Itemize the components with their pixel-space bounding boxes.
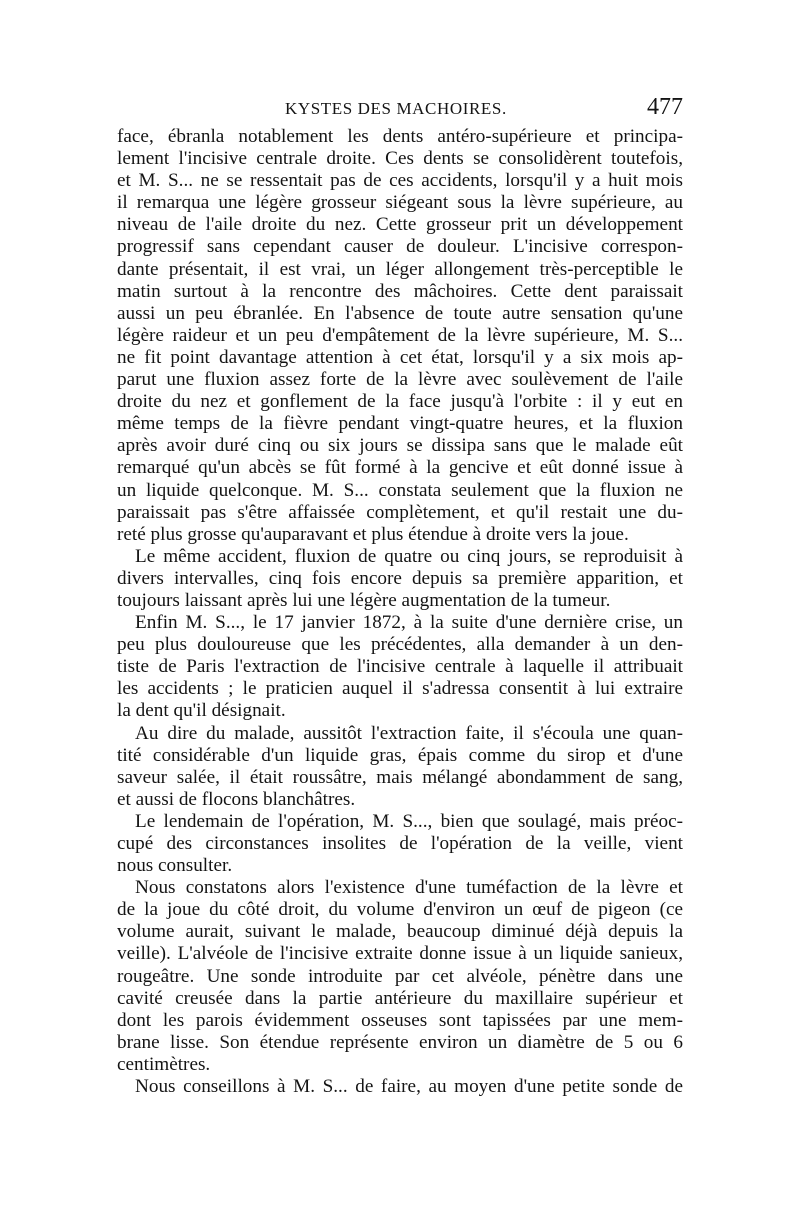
text-line: volume aurait, suivant le malade, beaucoup diminué déjà depuis la <box>117 921 683 943</box>
text-line: lement l'incisive centrale droite. Ces dents se consolidèrent toutefois, <box>117 148 683 170</box>
text-line: reté plus grosse qu'auparavant et plus étendue à droite vers la joue. <box>117 523 629 545</box>
text-line: saveur salée, il était roussâtre, mais mélangé abondamment de sang, <box>117 766 683 788</box>
text-line: ne fit point davantage attention à cet état, lorsqu'il y a six mois ap- <box>117 346 683 368</box>
text-line: et aussi de flocons blanchâtres. <box>117 788 356 810</box>
page-header <box>117 95 683 123</box>
text-line: matin surtout à la rencontre des mâchoires. Cette dent paraissait <box>117 280 683 302</box>
text-line: peu plus douloureuse que les précédentes, alla demander à un den- <box>117 634 683 656</box>
text-line: Enfin M. S..., le 17 janvier 1872, à la suite d'une dernière crise, un <box>135 612 683 634</box>
text-line: légère raideur et un peu d'empâtement de la lèvre supérieure, M. S... <box>117 324 683 346</box>
text-line: remarqué qu'un abcès se fût formé à la gencive et eût donné issue à <box>117 457 683 479</box>
text-line: de la joue du côté droit, du volume d'environ un œuf de pigeon (ce <box>117 899 683 921</box>
text-line: paraissait pas s'être affaissée complètement, et qu'il restait une du- <box>117 501 683 523</box>
text-line: centimètres. <box>117 1053 211 1075</box>
text-line: un liquide quelconque. M. S... constata seulement que la fluxion ne <box>117 479 683 501</box>
text-line: dont les parois évidemment osseuses sont tapissées par une mem- <box>117 1009 683 1031</box>
text-line: veille). L'alvéole de l'incisive extraite donne issue à un liquide sanieux, <box>117 943 683 965</box>
text-line: divers intervalles, cinq fois encore depuis sa première apparition, et <box>117 567 683 589</box>
text-line: il remarqua une légère grosseur siégeant sous la lèvre supérieure, au <box>117 192 683 214</box>
body-text <box>117 126 683 1098</box>
page-number: 477 <box>647 94 683 120</box>
text-line: Le lendemain de l'opération, M. S..., bien que soulagé, mais préoc- <box>135 810 683 832</box>
text-line: Nous conseillons à M. S... de faire, au moyen d'une petite sonde de <box>135 1076 683 1098</box>
text-line: cavité creusée dans la partie antérieure du maxillaire supérieur et <box>117 987 683 1009</box>
text-line: tité considérable d'un liquide gras, épais comme du sirop et d'une <box>117 744 683 766</box>
text-line: progressif sans cependant causer de douleur. L'incisive correspon- <box>117 236 683 258</box>
text-line: nous consulter. <box>117 855 233 877</box>
text-line: tiste de Paris l'extraction de l'incisive centrale à laquelle il attribuait <box>117 656 683 678</box>
text-line: aussi un peu ébranlée. En l'absence de toute autre sensation qu'une <box>117 302 683 324</box>
text-line: parut une fluxion assez forte de la lèvre avec soulèvement de l'aile <box>117 369 683 391</box>
text-line: et M. S... ne se ressentait pas de ces accidents, lorsqu'il y a huit mois <box>117 170 683 192</box>
text-line: face, ébranla notablement les dents antéro-supérieure et principa- <box>117 126 683 147</box>
text-line: niveau de l'aile droite du nez. Cette grosseur prit un développement <box>117 214 683 236</box>
text-line: dante présentait, il est vrai, un léger allongement très-perceptible le <box>117 258 683 280</box>
text-line: après avoir duré cinq ou six jours se dissipa sans que le malade eût <box>117 435 683 457</box>
text-line: les accidents ; le praticien auquel il s'adressa consentit à lui extraire <box>117 678 683 700</box>
text-line: toujours laissant après lui une légère augmentation de la tumeur. <box>117 589 611 611</box>
text-line: cupé des circonstances insolites de l'opération de la veille, vient <box>117 833 683 854</box>
text-line: brane lisse. Son étendue représente environ un diamètre de 5 ou 6 <box>117 1031 683 1053</box>
text-line: la dent qu'il désignait. <box>117 700 286 722</box>
text-line: rougeâtre. Une sonde introduite par cet alvéole, pénètre dans une <box>117 965 683 987</box>
text-line: droite du nez et gonflement de la face jusqu'à l'orbite : il y eut en <box>117 391 683 413</box>
text-line: même temps de la fièvre pendant vingt-quatre heures, et la fluxion <box>117 413 683 435</box>
text-line: Nous constatons alors l'existence d'une tuméfaction de la lèvre et <box>135 877 683 899</box>
text-line: Au dire du malade, aussitôt l'extraction faite, il s'écoula une quan- <box>135 722 683 744</box>
running-title: KYSTES DES MACHOIRES. <box>285 99 507 118</box>
text-line: Le même accident, fluxion de quatre ou cinq jours, se reproduisit à <box>135 545 683 567</box>
